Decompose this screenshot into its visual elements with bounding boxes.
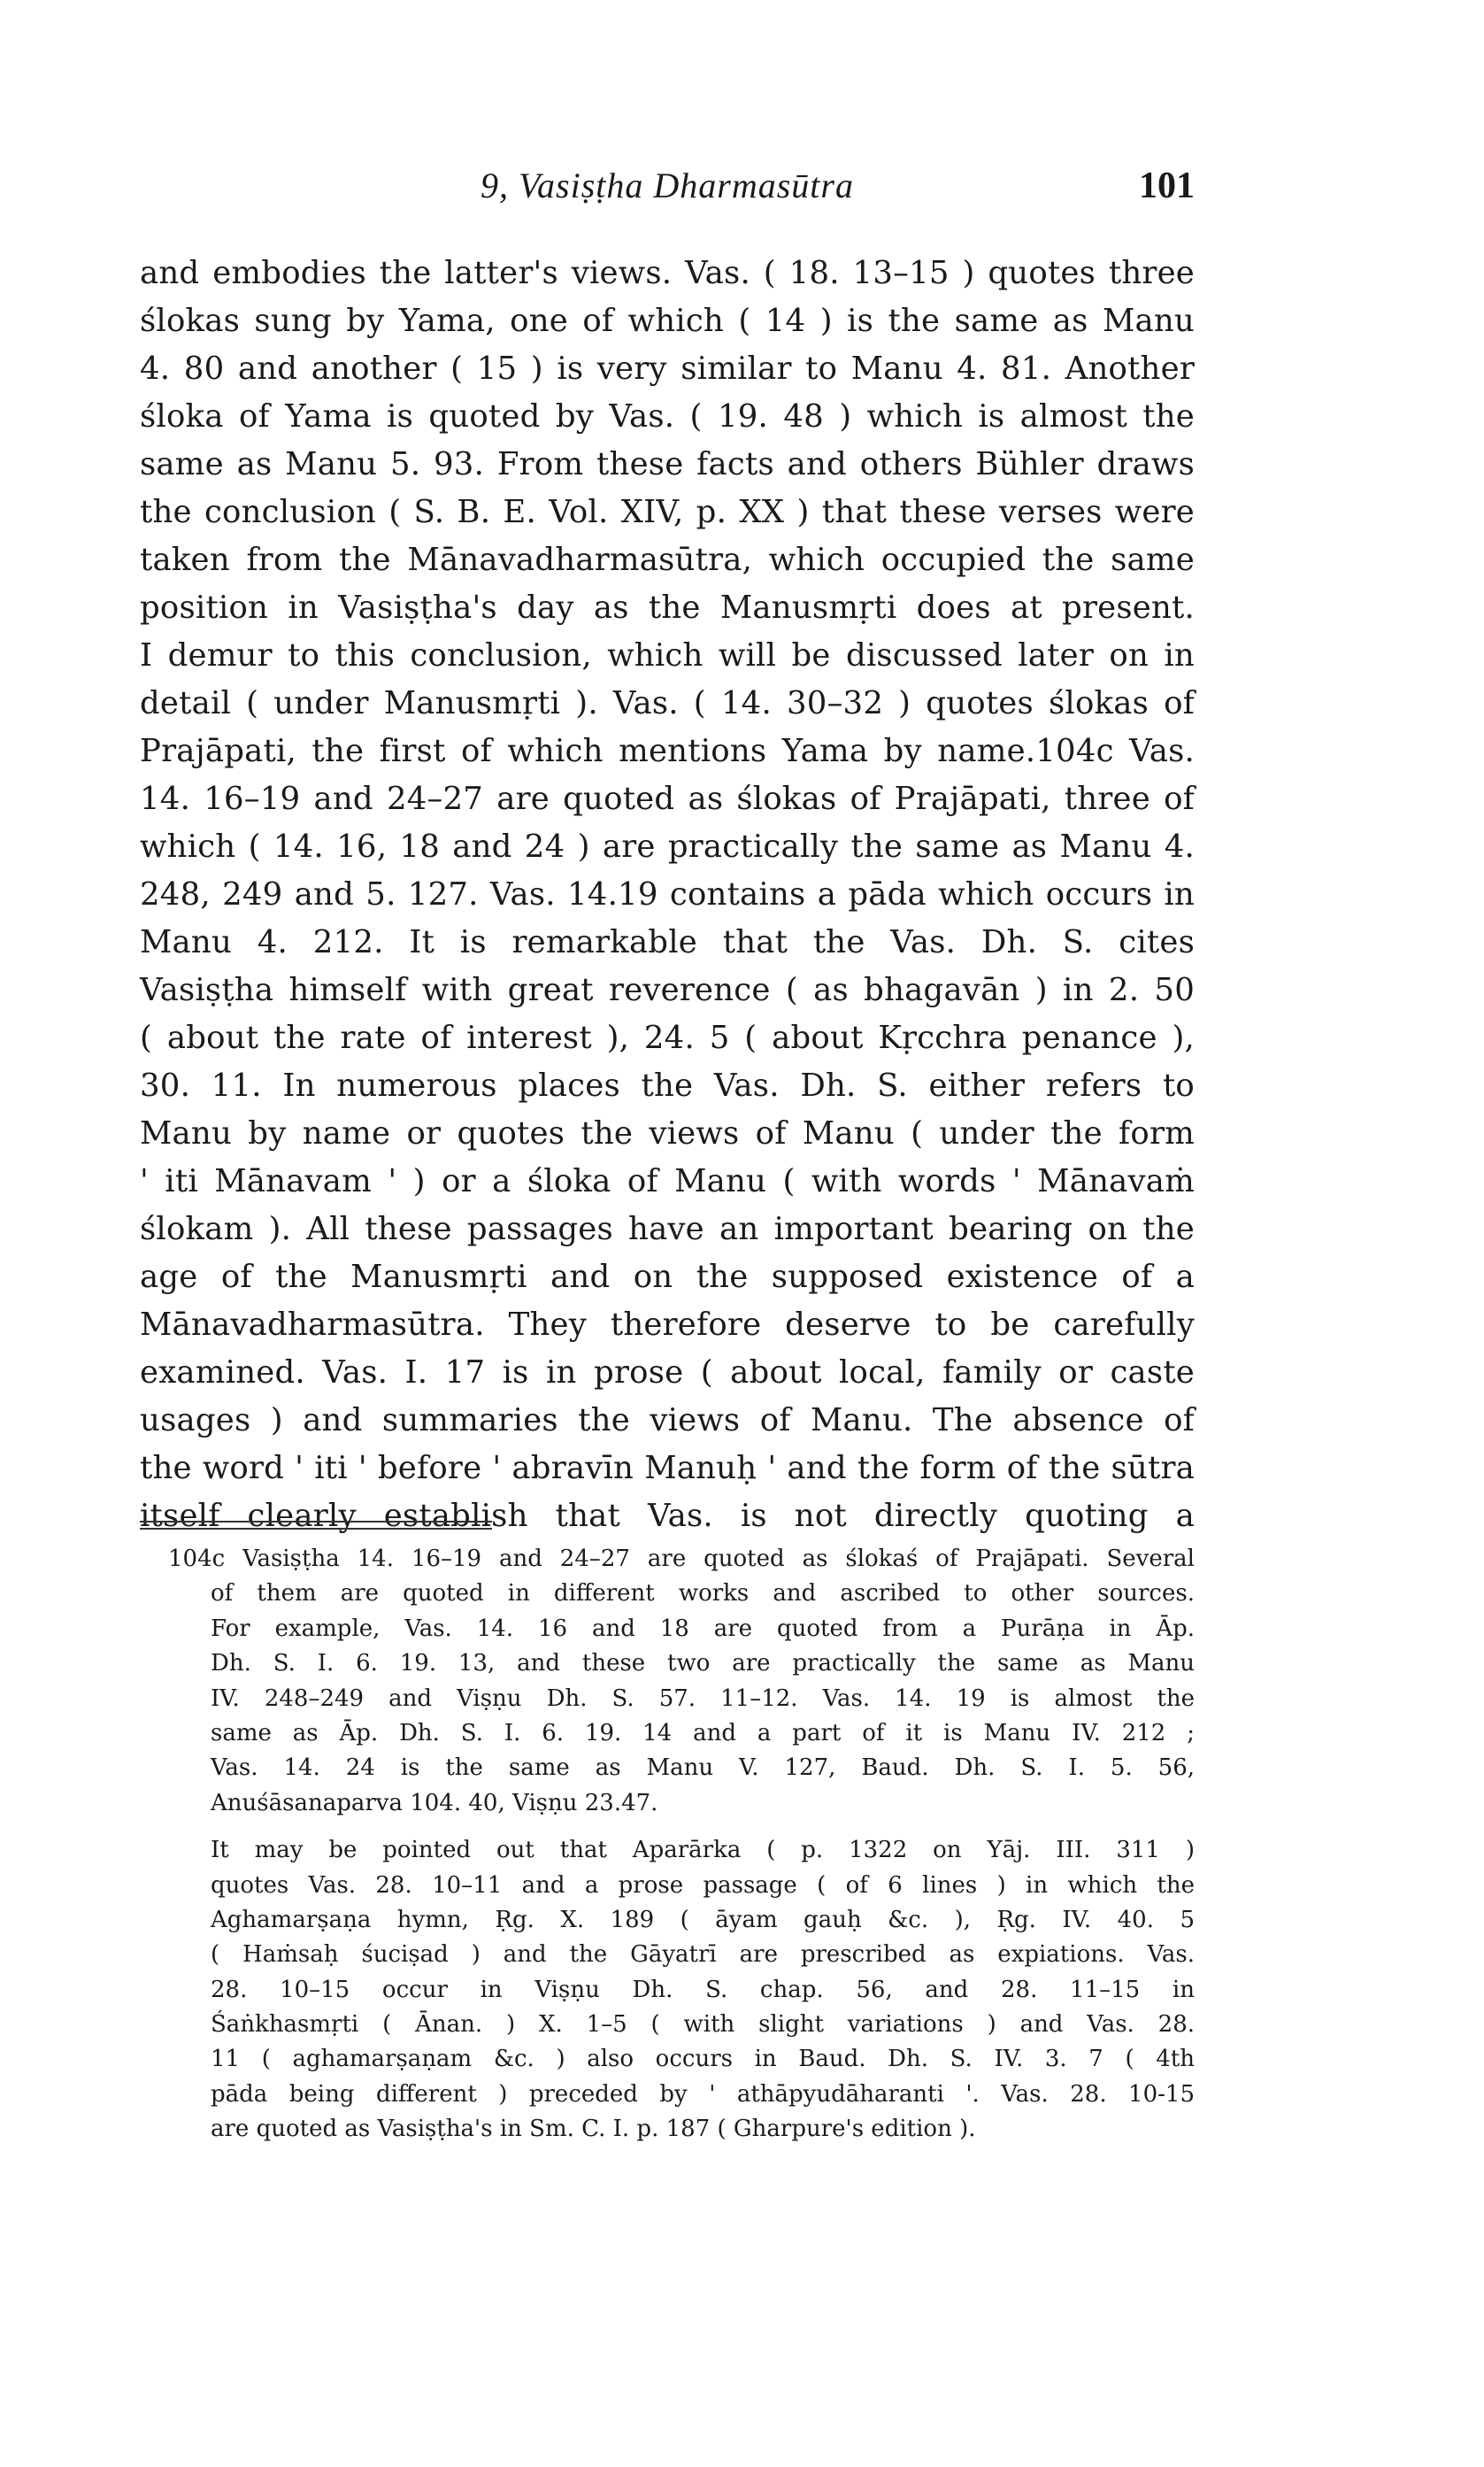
footnote-line: Dh. S. I. 6. 19. 13, and these two are practically the same as Manu (211, 1650, 1195, 1677)
text-line: and embodies the latter's views. Vas. ( 18. 13–15 ) quotes three (140, 255, 1195, 291)
text-line: which ( 14. 16, 18 and 24 ) are practically the same as Manu 4. (140, 829, 1195, 865)
text-line: detail ( under Manusmṛti ). Vas. ( 14. 30–32 ) quotes ślokas of (140, 685, 1195, 721)
footnote-line: 104c Vasiṣṭha 14. 16–19 and 24–27 are quoted as ślokaś of Prajāpati. Several (168, 1546, 1195, 1572)
text-line: ( about the rate of interest ), 24. 5 ( about Kṛcchra penance ), (140, 1020, 1195, 1056)
text-line: Manu by name or quotes the views of Manu ( under the form (140, 1115, 1195, 1152)
text-line: position in Vasiṣṭha's day as the Manusmṛti does at present. (140, 590, 1195, 626)
text-line: śloka of Yama is quoted by Vas. ( 19. 48 ) which is almost the (140, 398, 1195, 435)
text-line: the word ' iti ' before ' abravīn Manuḥ ' and the form of the sūtra (140, 1450, 1195, 1486)
footnote-line: 11 ( aghamarṣaṇam &c. ) also occurs in Baud. Dh. S. IV. 3. 7 ( 4th (211, 2046, 1195, 2073)
text-line: ślokas sung by Yama, one of which ( 14 ) is the same as Manu (140, 303, 1195, 339)
text-line: Prajāpati, the first of which mentions Yama by name.104c Vas. (140, 733, 1195, 769)
footnote-line: Śaṅkhasmṛti ( Ānan. ) X. 1–5 ( with slight variations ) and Vas. 28. (211, 2011, 1195, 2039)
text-line: Manu 4. 212. It is remarkable that the Vas. Dh. S. cites (140, 924, 1195, 960)
footnote-line: It may be pointed out that Aparārka ( p. 1322 on Yāj. III. 311 ) (211, 1837, 1195, 1864)
footnote-line: IV. 248–249 and Viṣṇu Dh. S. 57. 11–12. Vas. 14. 19 is almost the (211, 1684, 1195, 1712)
footnote-line: 28. 10–15 occur in Viṣṇu Dh. S. chap. 56, and 28. 11–15 in (211, 1976, 1195, 2003)
footnote-line: pāda being different ) preceded by ' athāpyudāharanti '. Vas. 28. 10-15 (211, 2080, 1195, 2108)
text-line: I demur to this conclusion, which will be discussed later on in (140, 637, 1195, 674)
footnote-line: Vas. 14. 24 is the same as Manu V. 127, Baud. Dh. S. I. 5. 56, (211, 1754, 1195, 1782)
text-line: 248, 249 and 5. 127. Vas. 14.19 contains a pāda which occurs in (140, 876, 1195, 913)
text-line: age of the Manusmṛti and on the supposed existence of a (140, 1259, 1195, 1295)
footnote-line: same as Āp. Dh. S. I. 6. 19. 14 and a part of it is Manu IV. 212 ; (211, 1719, 1195, 1746)
footnote-line: ( Haṁsaḥ śuciṣad ) and the Gāyatrī are prescribed as expiations. Vas. (211, 1941, 1195, 1969)
footnotes (168, 1542, 1195, 2147)
footnote-line: Aghamarṣaṇa hymn, Ṛg. X. 189 ( āyam gauḥ &c. ), Ṛg. IV. 40. 5 (211, 1906, 1195, 1933)
footnote-line: For example, Vas. 14. 16 and 18 are quoted from a Purāṇa in Āp. (211, 1615, 1195, 1642)
text-line: the conclusion ( S. B. E. Vol. XIV, p. XX ) that these verses were (140, 494, 1195, 530)
page-number: 101 (1139, 166, 1195, 206)
text-line: taken from the Mānavadharmasūtra, which occupied the same (140, 542, 1195, 578)
text-line: 30. 11. In numerous places the Vas. Dh. S. either refers to (140, 1068, 1195, 1104)
main-text (140, 250, 1195, 1540)
text-line: itself clearly establish that Vas. is not directly quoting a (140, 1498, 1195, 1534)
running-head: 9, Vasiṣṭha Dharmasūtra (481, 166, 854, 205)
text-line: ' iti Mānavam ' ) or a śloka of Manu ( with words ' Mānavaṁ (140, 1163, 1195, 1199)
page-header (140, 165, 1195, 218)
footnote-gap (168, 1821, 1195, 1833)
text-line: 14. 16–19 and 24–27 are quoted as ślokas of Prajāpati, three of (140, 781, 1195, 817)
text-line: Vasiṣṭha himself with great reverence ( as bhagavān ) in 2. 50 (140, 972, 1195, 1008)
text-line: same as Manu 5. 93. From these facts and others Bühler draws (140, 446, 1195, 482)
text-line: usages ) and summaries the views of Manu. The absence of (140, 1402, 1195, 1438)
footnote-separator (140, 1521, 492, 1530)
footnote-line: Anuśāsanaparva 104. 40, Viṣṇu 23.47. (211, 1789, 658, 1816)
footnote-line: quotes Vas. 28. 10–11 and a prose passage ( of 6 lines ) in which the (211, 1871, 1195, 1899)
footnote-line: of them are quoted in different works and ascribed to other sources. (211, 1580, 1195, 1607)
footnote-line: are quoted as Vasiṣṭha's in Sm. C. I. p. 187 ( Gharpure's edition ). (211, 2116, 976, 2143)
text-line: Mānavadharmasūtra. They therefore deserve to be carefully (140, 1307, 1195, 1343)
text-line: 4. 80 and another ( 15 ) is very similar to Manu 4. 81. Another (140, 351, 1195, 387)
text-line: ślokam ). All these passages have an important bearing on the (140, 1211, 1195, 1247)
text-line: examined. Vas. I. 17 is in prose ( about local, family or caste (140, 1354, 1195, 1391)
